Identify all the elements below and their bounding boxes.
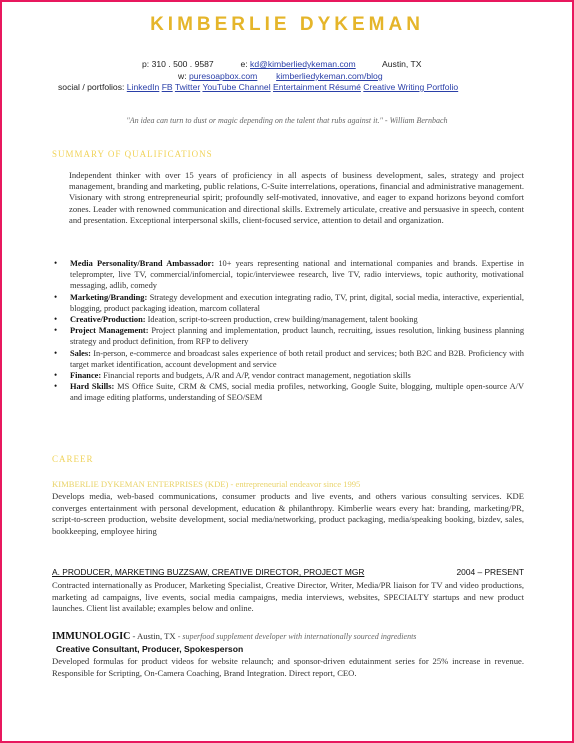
employer-description: - superfood supplement developer with internationally sourced ingredients bbox=[177, 632, 417, 641]
social-link-entertainment-resume[interactable]: Entertainment Résumé bbox=[273, 82, 361, 92]
list-item: • Project Management: Project planning and implementation, product launch, recruiting, issues resolution, linking business planning strategy and product definition, from RFP to delivery bbox=[54, 325, 525, 347]
bullet-icon: • bbox=[54, 347, 58, 358]
email-link[interactable]: kd@kimberliedykeman.com bbox=[250, 59, 356, 69]
social-link-writing-portfolio[interactable]: Creative Writing Portfolio bbox=[363, 82, 459, 92]
social-link-twitter[interactable]: Twitter bbox=[174, 82, 201, 92]
bullet-icon: • bbox=[54, 291, 58, 302]
web-link-2[interactable]: kimberliedykeman.com/blog bbox=[276, 71, 383, 81]
career-heading: CAREER bbox=[52, 454, 94, 464]
web-link-1[interactable]: puresoapbox.com bbox=[188, 71, 258, 81]
social-link-linkedin[interactable]: LinkedIn bbox=[126, 82, 160, 92]
list-item: • Hard Skills: MS Office Suite, CRM & CMS, social media profiles, networking, Google Suite, blogging, multiple open-source A/V and image editing platforms, understanding of SEO/SEM bbox=[54, 381, 525, 403]
summary-heading: SUMMARY OF QUALIFICATIONS bbox=[52, 149, 213, 159]
resume-name: KIMBERLIE DYKEMAN bbox=[150, 14, 424, 35]
social-label: social / portfolios: bbox=[58, 82, 125, 92]
employer-name: IMMUNOLOGIC bbox=[52, 631, 131, 642]
role-title: A. PRODUCER, MARKETING BUZZSAW, CREATIVE DIRECTOR, PROJECT MGR bbox=[52, 567, 365, 577]
phone-number: 310 . 500 . 9587 bbox=[151, 59, 214, 69]
list-item: • Marketing/Branding: Strategy development and execution integrating radio, TV, print, digital, social media, interactive, experiential, blogging, product packaging ideation, marcom collateral bbox=[54, 291, 524, 313]
phone-label: p: bbox=[142, 59, 150, 69]
bullet-icon: • bbox=[54, 314, 58, 325]
list-item: • Creative/Production: Ideation, script-to-screen production, crew building/management, talent booking bbox=[54, 314, 418, 325]
skills-list bbox=[52, 258, 524, 404]
social-link-youtube[interactable]: YouTube Channel bbox=[202, 82, 271, 92]
employer-role: Creative Consultant, Producer, Spokesperson bbox=[56, 644, 244, 654]
web-label: w: bbox=[178, 71, 187, 81]
summary-paragraph: Independent thinker with over 15 years of proficiency in all aspects of business development, sales, strategy and project management, branding and marketing, public relations, C-Suite interrelations, operations, financial and administrative management. Visionary with strong entrepreneurial spirit; profoundly self-motivated, innovative, and eager to expand horizons beyond comfort zones. Leader with renowned communication and directional skills. Extremely articulate, creative and persuasive in speech, content and presentation. Exceptional interpersonal skills, client-focused service, attention to detail and organization. bbox=[69, 170, 524, 225]
list-item: • Finance: Financial reports and budgets, A/R and A/P, vendor contract management, negotiation skills bbox=[54, 370, 411, 381]
contact-line-2 bbox=[178, 71, 383, 81]
company-title: KIMBERLIE DYKEMAN ENTERPRISES (KDE) - entrepreneurial endeavor since 1995 bbox=[52, 479, 361, 489]
employer-role-description: Developed formulas for product videos for website relaunch; and sponsor-driven edutainment series for 25% increase in revenue. Responsible for Scripting, On-Camera Coaching, Brand Integration. Direct report, CEO. bbox=[52, 656, 524, 678]
quote: "An idea can turn to dust or magic depending on the talent that rubs against it." - William Bernbach bbox=[126, 116, 448, 125]
contact-line-1 bbox=[142, 59, 422, 69]
role-description: Contracted internationally as Producer, Marketing Specialist, Creative Director, Writer, Media/PR liaison for TV and video productions, marketing ad campaigns, live events, social media campaigns, media interviews, websites, SPECIALTY startups and new product launches. Client list available; examples below and online. bbox=[52, 580, 524, 614]
company-description: Develops media, web-based communications, consumer products and live events, and others various consulting services. KDE converges entertainment with personal development, education & philanthropy. Kimberlie wears every hat: branding, marketing/PR, script-to-screen production, website development, social media/networking, product packaging, media/speaking booking, bizdev, sales, bookkeeping, employee hiring bbox=[52, 491, 524, 536]
email-label: e: bbox=[240, 59, 248, 69]
immunologic-line bbox=[52, 631, 416, 642]
social-link-fb[interactable]: FB bbox=[161, 82, 173, 92]
bullet-icon: • bbox=[54, 381, 58, 392]
bullet-icon: • bbox=[54, 258, 58, 268]
location: Austin, TX bbox=[382, 59, 422, 69]
bullet-icon: • bbox=[54, 325, 58, 336]
contact-line-3 bbox=[58, 82, 458, 92]
role-dates: 2004 – PRESENT bbox=[456, 567, 524, 577]
list-item: • Media Personality/Brand Ambassador: 10+ years representing national and international companies and brands. Expertise in teleprompter, live TV, commercial/infomercial, topic/interviewee research, live TV, radio interviews, topic authority, motivational messaging, adlib, comedy bbox=[54, 258, 524, 291]
role-header bbox=[52, 567, 524, 577]
employer-location: - Austin, TX bbox=[130, 631, 178, 641]
bullet-icon: • bbox=[54, 370, 58, 381]
list-item: • Sales: In-person, e-commerce and broadcast sales experience of both retail product and services; both B2C and B2B. Proficiency with target market identification, account development and service bbox=[54, 347, 524, 369]
